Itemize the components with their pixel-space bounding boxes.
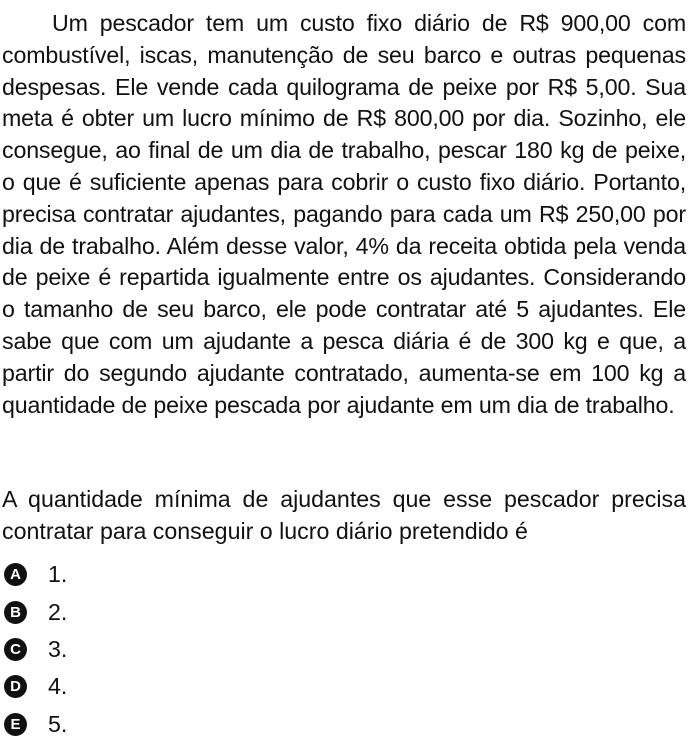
question-prompt: A quantidade mínima de ajudantes que esse pescador precisa contratar para conseguir o lucro diário pretendido é bbox=[2, 486, 686, 544]
answer-option-c[interactable] bbox=[4, 631, 67, 668]
option-letter-badge-c: C bbox=[4, 638, 27, 661]
answer-option-e[interactable] bbox=[4, 706, 67, 743]
option-text-c: 3. bbox=[48, 635, 68, 662]
option-text-b: 2. bbox=[48, 598, 68, 625]
option-text-e: 5. bbox=[48, 710, 68, 737]
option-text-a: 1. bbox=[48, 561, 68, 588]
answer-option-b[interactable] bbox=[4, 593, 67, 630]
option-letter-badge-e: E bbox=[4, 713, 27, 736]
option-letter-badge-d: D bbox=[4, 675, 27, 698]
option-letter-badge-b: B bbox=[4, 601, 27, 624]
option-letter-badge-a: A bbox=[4, 563, 27, 586]
answer-option-d[interactable] bbox=[4, 668, 67, 705]
answer-options bbox=[4, 556, 67, 743]
question-statement: Um pescador tem um custo fixo diário de R$ 900,00 com combustível, iscas, manutenção de seu barco e outras pequenas despesas. Ele vende cada quilograma de peixe por R$ 5,00. Sua meta é obter um lucro mínimo de R$ 800,00 por dia. Sozinho, ele consegue, ao final de um dia de trabalho, pescar 180 kg de peixe, o que é suficiente apenas para cobrir o custo fixo diário. Portanto, precisa contratar ajudantes, pagando para cada um R$ 250,00 por dia de trabalho. Além desse valor, 4% da receita obtida pela venda de peixe é repartida igualmente entre os ajudantes. Considerando o tamanho de seu barco, ele pode contratar até 5 ajudantes. Ele sabe que com um ajudante a pesca diária é de 300 kg e que, a partir do segundo ajudante contratado, aumenta-se em 100 kg a quantidade de peixe pescada por ajudante em um dia de trabalho. bbox=[2, 10, 686, 418]
option-text-d: 4. bbox=[48, 673, 68, 700]
answer-option-a[interactable] bbox=[4, 556, 67, 593]
